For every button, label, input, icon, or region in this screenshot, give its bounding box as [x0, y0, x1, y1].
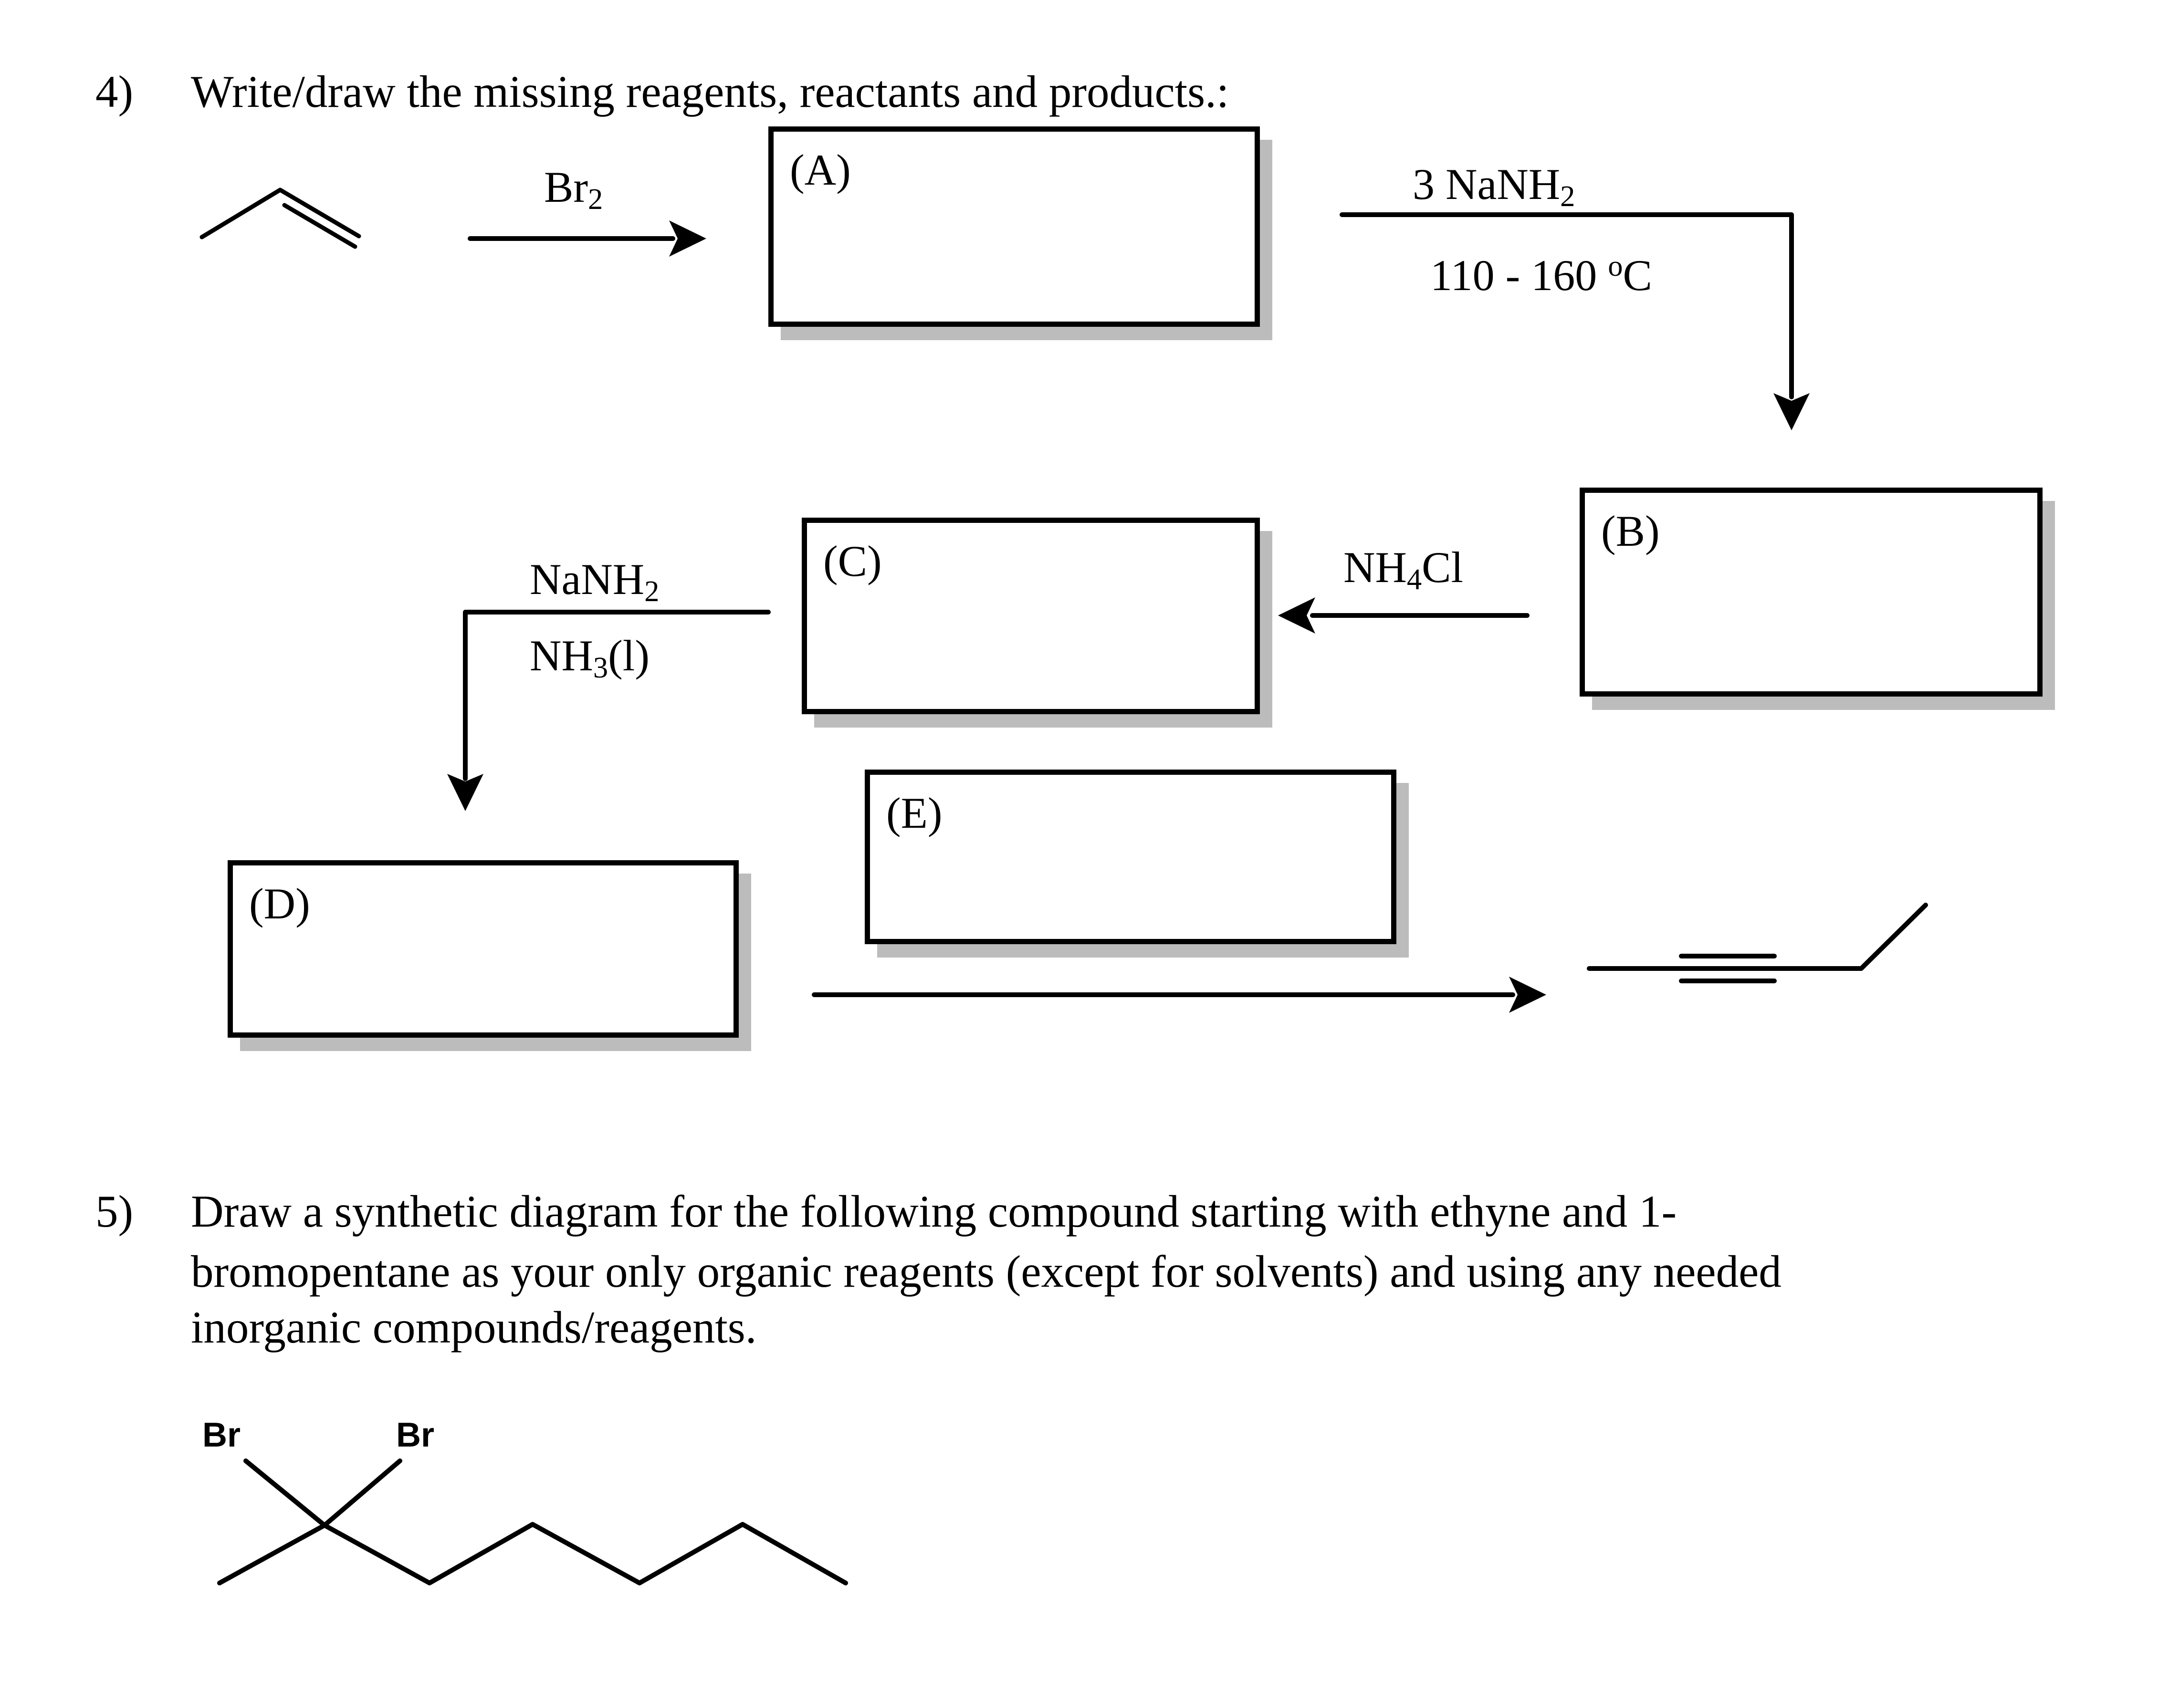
degree-superscript: o	[1608, 249, 1623, 282]
answer-box-a[interactable]	[768, 126, 1260, 327]
answer-box-d-label: (D)	[249, 879, 310, 928]
bromine-label-right: Br	[396, 1416, 435, 1454]
reagent-nh4cl-sub: 4	[1406, 562, 1422, 596]
bromine-label-left: Br	[202, 1416, 241, 1454]
reagent-nh4cl-tail: Cl	[1422, 543, 1464, 592]
answer-box-e[interactable]	[865, 770, 1396, 944]
solvent-nh3-base: NH	[530, 631, 593, 680]
answer-box-a-label: (A)	[790, 146, 851, 194]
propene-structure	[202, 190, 359, 247]
arrow-e-to-product	[814, 977, 1546, 1013]
condition-temperature	[1430, 249, 1652, 300]
question5-number-text: 5)	[95, 1186, 134, 1237]
question4-number: 4)	[95, 66, 134, 117]
question5-line2: bromopentane as your only organic reagents (except for solvents) and using any needed	[191, 1246, 1782, 1297]
reagent-nh4cl	[1343, 545, 1463, 594]
question5-line1: Draw a synthetic diagram for the following compound starting with ethyne and 1-	[191, 1186, 1677, 1237]
answer-box-b-label: (B)	[1601, 507, 1660, 555]
reagent-3nanh2	[1413, 162, 1575, 211]
reagent-br2-sub: 2	[588, 182, 603, 216]
answer-box-b[interactable]	[1580, 488, 2043, 697]
reagent-br2	[544, 165, 603, 214]
arrow-propene-to-a	[470, 220, 706, 257]
reagent-nh4cl-base: NH	[1343, 543, 1407, 592]
solvent-nh3-liquid	[530, 631, 650, 684]
answer-box-c[interactable]	[802, 518, 1260, 714]
reagent-br2-base: Br	[544, 163, 588, 211]
pent-2-yne-structure	[1589, 905, 1926, 981]
question4-title: Write/draw the missing reagents, reactants and products.:	[191, 66, 1229, 117]
solvent-nh3-phase: (l)	[608, 631, 650, 680]
question5-number	[95, 1186, 133, 1237]
answer-box-c-label: (C)	[823, 537, 882, 585]
reagent-nanh2	[530, 557, 659, 606]
dibromoheptane-structure	[220, 1461, 846, 1583]
temperature-range: 110 - 160	[1430, 251, 1608, 300]
answer-box-d[interactable]	[228, 860, 739, 1038]
reagent-nanh2-sub: 2	[644, 574, 660, 608]
reagent-nanh2-base: NaNH	[530, 555, 645, 604]
reagent-3nanh2-base: 3 NaNH	[1413, 160, 1561, 208]
reagent-3nanh2-sub: 2	[1560, 179, 1575, 213]
arrow-b-to-c	[1278, 597, 1527, 634]
arrow-a-to-b	[1342, 215, 1810, 430]
temperature-unit: C	[1623, 251, 1652, 300]
question4-heading	[95, 66, 1229, 117]
question5-line3: inorganic compounds/reagents.	[191, 1302, 757, 1353]
solvent-nh3-sub: 3	[593, 651, 608, 684]
answer-box-e-label: (E)	[886, 789, 943, 837]
